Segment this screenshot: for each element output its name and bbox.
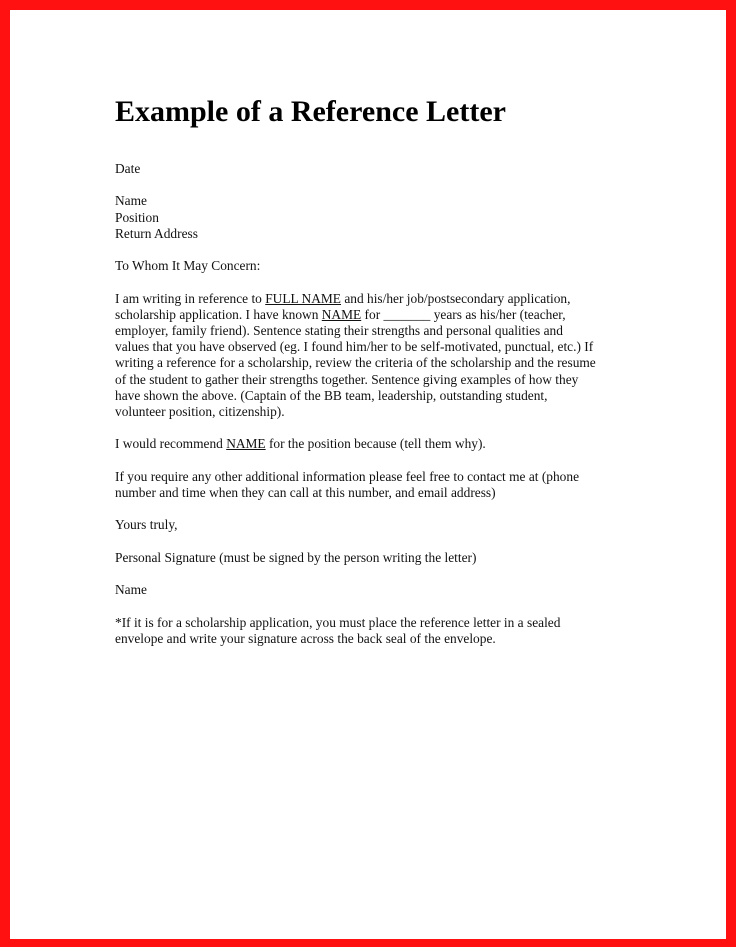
signature-line [115,550,630,566]
date-line [115,161,630,177]
body1-line-2-text-a: scholarship application. I have known [115,306,322,322]
body2-text-a: I would recommend [115,436,227,452]
body1-line-1-text-a: I am writing in reference to [115,290,266,306]
signer-name-text: Name [115,582,147,598]
body2-text-b: for the position because (tell them why). [265,436,486,452]
signer-name [115,582,630,598]
body1-line-1 [115,291,630,307]
body1-line-8: volunteer position, citizenship). [115,404,285,419]
body1-line-3: employer, family friend). Sentence stating their strengths and personal qualities and [115,322,563,338]
footnote-line-2: envelope and write your signature across the back seal of the envelope. [115,630,496,646]
footnote [115,615,630,647]
body3-line-1: If you require any other additional information please feel free to contact me at (phone [115,468,580,484]
closing [115,517,630,533]
body1-line-2 [115,307,630,323]
name-placeholder: NAME [321,306,362,322]
body-paragraph-1 [115,291,630,421]
footnote-line-1: *If it is for a scholarship application, you must place the reference letter in a sealed [115,614,561,630]
recipient-address: Return Address [115,225,198,241]
closing-text: Yours truly, [115,517,178,533]
date-text: Date [115,161,141,176]
body-paragraph-2 [115,436,630,452]
reference-letter-document [115,94,630,663]
signature-text: Personal Signature (must be signed by the person writing the letter) [115,549,477,565]
full-name-placeholder: FULL NAME [265,290,341,306]
recipient-block [115,193,630,242]
body-paragraph-3 [115,469,630,501]
body1-line-4: values that you have observed (eg. I found him/her to be self-motivated, punctual, etc.) If [115,339,594,355]
recipient-position: Position [115,209,159,225]
body3-line-2: number and time when they can call at this number, and email address) [115,484,496,500]
body1-line-2-text-b: for _______ years as his/her (teacher, [361,306,566,322]
name-placeholder-2: NAME [226,436,266,452]
salutation [115,258,630,274]
body1-line-1-text-b: and his/her job/postsecondary application, [340,290,571,306]
body1-line-5: writing a reference for a scholarship, review the criteria of the scholarship and the resume [115,355,596,371]
recipient-name: Name [115,193,147,209]
body2-line [115,436,630,452]
salutation-text: To Whom It May Concern: [115,258,261,274]
body1-line-7: have shown the above. (Captain of the BB team, leadership, outstanding student, [115,387,548,403]
document-title: Example of a Reference Letter [115,95,506,128]
body1-line-6: of the student to gather their strengths together. Sentence giving examples of how they [115,371,579,387]
